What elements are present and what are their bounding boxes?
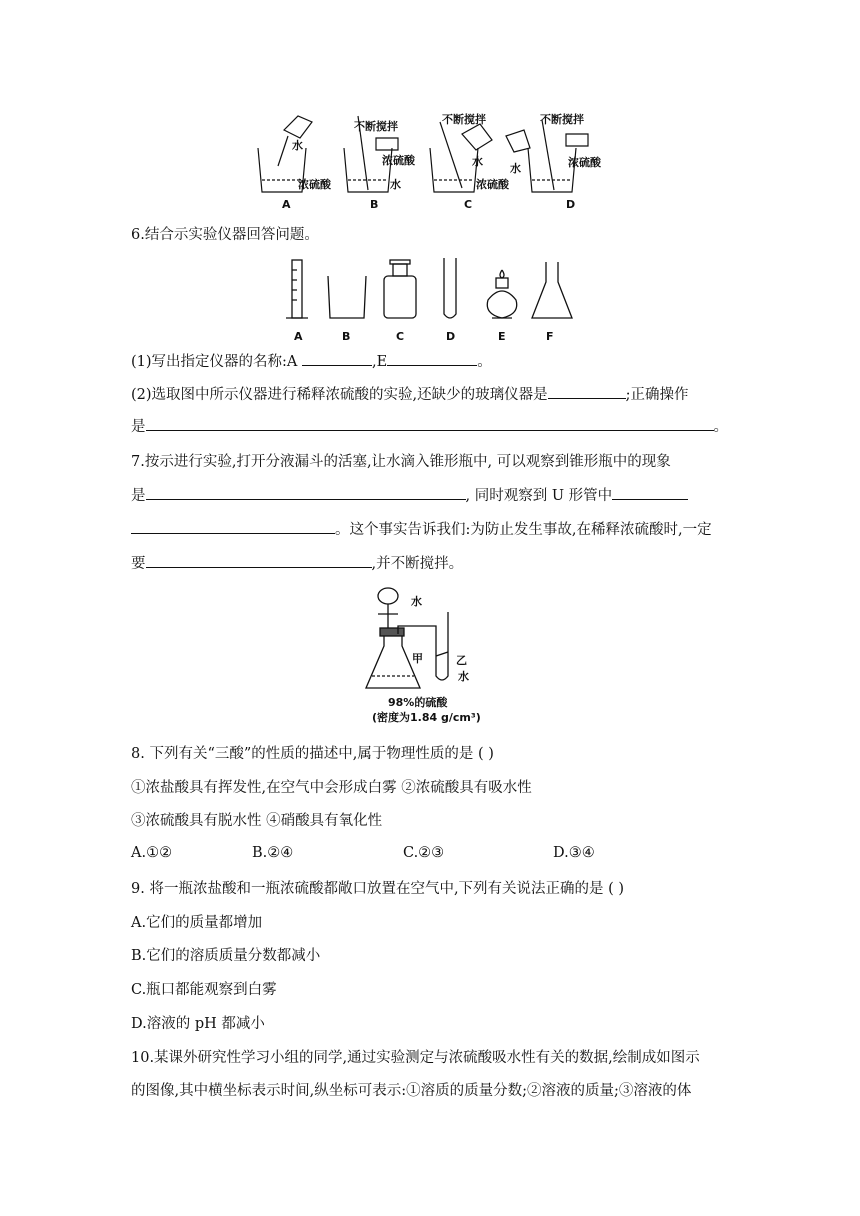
q8-option-b[interactable]: B.②④ [252,845,294,861]
fig1-d-water: 水 [510,162,521,175]
q6-blank-glass[interactable] [548,383,626,399]
q6-blank-a[interactable] [302,350,372,366]
q7-line3-end: 。这个事实告诉我们:为防止发生事故,在稀释浓硫酸时,一定 [335,522,712,538]
q6-p1-end: 。 [477,354,492,370]
fig1-label-b: B [370,198,379,211]
fig1-a-acid: 浓硫酸 [298,178,331,191]
inst-label-f: F [546,330,554,343]
q7-line4 [131,552,463,574]
inst-label-b: B [342,330,351,343]
q8-option-a[interactable]: A.①② [131,845,173,861]
q8-option-c[interactable]: C.②③ [403,845,445,861]
instruments-figure [280,256,580,328]
q7-line2 [131,484,688,506]
q9-option-a[interactable]: A.它们的质量都增加 [131,915,263,931]
q7-blank-utube-1[interactable] [612,484,688,500]
q9-stem: 9. 将一瓶浓盐酸和一瓶浓硫酸都敞口放置在空气中,下列有关说法正确的是 ( ) [131,881,625,897]
q6-blank-operation[interactable] [146,415,714,431]
inst-label-c: C [396,330,405,343]
q7-fig-yi: 乙 [456,654,467,667]
q6-part2-line2 [131,415,728,437]
q6-p2-mid: ;正确操作 [625,387,689,403]
fig1-label-d: D [566,198,576,211]
q6-p2-end: 。 [713,419,728,435]
q9-option-c[interactable]: C.瓶口都能观察到白雾 [131,982,277,998]
q6-p2-line2-prefix: 是 [131,419,146,435]
fig1-a-water: 水 [292,139,303,152]
q7-line1: 7.按示进行实验,打开分液漏斗的活塞,让水滴入锥形瓶中, 可以观察到锥形瓶中的现象 [131,454,671,470]
fig1-c-water: 水 [472,155,483,168]
fig1-c-stir: 不断搅拌 [442,113,486,126]
fig1-d-stir: 不断搅拌 [540,113,584,126]
q7-line4-end: ,并不断搅拌。 [371,556,464,572]
fig1-label-c: C [464,198,473,211]
fig1-label-a: A [282,198,291,211]
inst-label-a: A [294,330,303,343]
q6-blank-e[interactable] [387,350,477,366]
q10-line2: 的图像,其中横坐标表示时间,纵坐标可表示:①溶质的质量分数;②溶液的质量;③溶液的体 [131,1083,692,1099]
q7-blank-flask[interactable] [146,484,466,500]
q8-item-line1: ①浓盐酸具有挥发性,在空气中会形成白雾 ②浓硫酸具有吸水性 [131,780,532,796]
q7-fig-acid: 98%的硫酸 [388,696,448,709]
q9-option-b[interactable]: B.它们的溶质质量分数都减小 [131,948,321,964]
q7-blank-method[interactable] [146,552,372,568]
q8-option-d[interactable]: D.③④ [553,845,595,861]
q7-line4-prefix: 要 [131,556,146,572]
q9-option-d[interactable]: D.溶液的 pH 都减小 [131,1016,265,1032]
q6-p2-prefix: (2)选取图中所示仪器进行稀释浓硫酸的实验,还缺少的玻璃仪器是 [131,387,548,403]
fig1-b-water: 水 [390,178,401,191]
q6-title: 6.结合示实验仪器回答问题。 [131,227,319,243]
q6-part1 [131,350,492,372]
q7-line2-mid: , 同时观察到 U 形管中 [465,488,613,504]
q7-line3 [131,518,712,540]
q6-p1-mid: ,E [372,354,388,370]
q8-item-line2: ③浓硫酸具有脱水性 ④硝酸具有氧化性 [131,813,383,829]
q6-part2-line1 [131,383,689,405]
q10-line1: 10.某课外研究性学习小组的同学,通过实验测定与浓硫酸吸水性有关的数据,绘制成如图示 [131,1050,700,1066]
q7-line2-prefix: 是 [131,488,146,504]
q7-blank-utube-2[interactable] [131,518,335,534]
fig1-b-acid: 浓硫酸 [382,154,415,167]
fig1-b-stir: 不断搅拌 [354,120,398,133]
fig1-d-acid: 浓硫酸 [568,156,601,169]
q7-fig-jia: 甲 [412,652,423,665]
fig1-c-acid: 浓硫酸 [476,178,509,191]
q7-fig-water2: 水 [458,670,469,683]
q7-fig-density: (密度为1.84 g/cm³) [372,711,481,724]
inst-label-e: E [498,330,506,343]
q6-p1-prefix: (1)写出指定仪器的名称:A [131,354,298,370]
q8-stem: 8. 下列有关“三酸”的性质的描述中,属于物理性质的是 ( ) [131,746,494,762]
inst-label-d: D [446,330,456,343]
q7-fig-water: 水 [411,595,422,608]
